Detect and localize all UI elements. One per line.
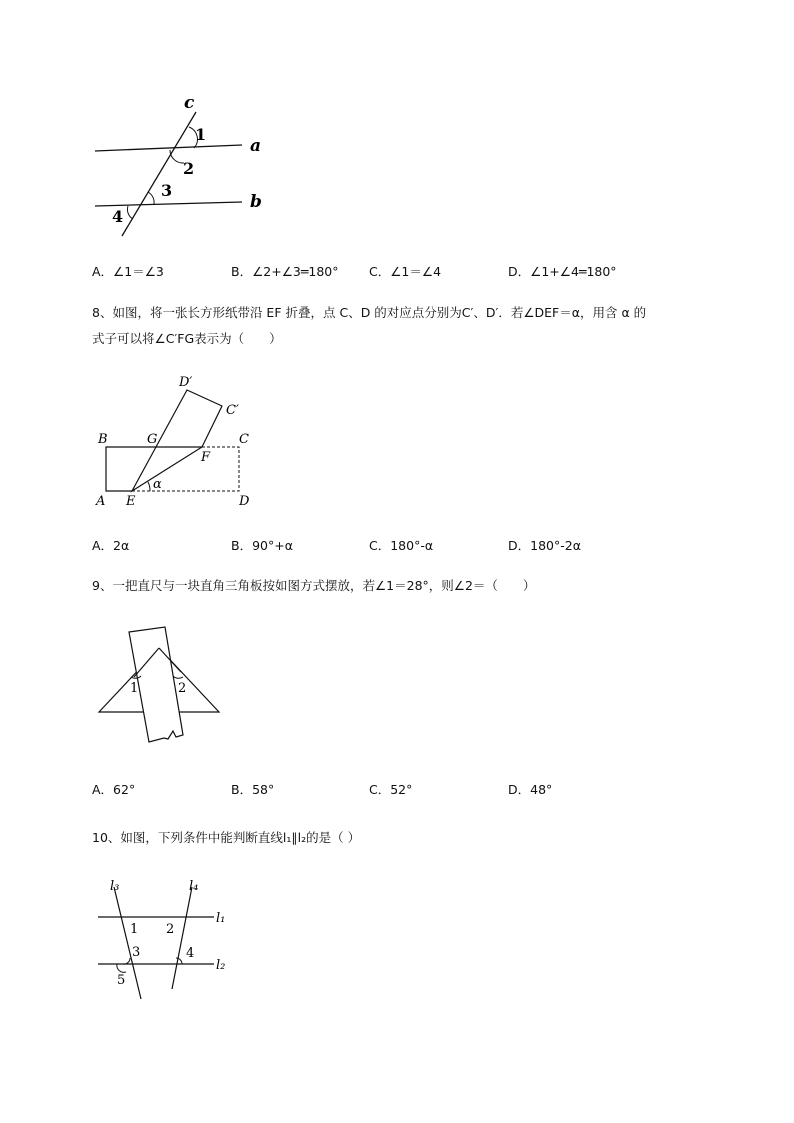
q8-option-c[interactable]: C．180°-α (369, 538, 434, 553)
rectangle-dashed (132, 447, 239, 491)
q9-option-d[interactable]: D．48° (508, 782, 553, 797)
q8-option-a[interactable]: A．2α (92, 538, 130, 553)
folded-part (132, 390, 222, 491)
label-D: D (239, 494, 250, 509)
label-c: c (184, 93, 195, 113)
label-a: a (250, 136, 262, 156)
q7-option-d[interactable]: D．∠1+∠4═180° (508, 264, 617, 279)
angle2-label: 2 (183, 159, 195, 178)
label-l2: l₂ (216, 958, 226, 973)
label-C-prime: C′ (226, 403, 239, 418)
angle3-arc (123, 958, 130, 964)
q7-figure (90, 92, 280, 244)
angle4-arc (127, 206, 133, 219)
angle3-arc (148, 192, 154, 204)
q9-option-c[interactable]: C．52° (369, 782, 413, 797)
label-G: G (147, 432, 158, 447)
q8-stem-line1: 8、如图，将一张长方形纸带沿 EF 折叠，点 C、D 的对应点分别为C′、D′．若∠DEF＝α，用含 α 的 (92, 305, 647, 320)
angle3-label: 3 (132, 945, 141, 960)
q10-figure (92, 872, 242, 1004)
angle4-label: 4 (186, 946, 195, 961)
q9-option-a[interactable]: A．62° (92, 782, 136, 797)
angle3-label: 3 (161, 181, 173, 200)
angle1-label: 1 (130, 922, 139, 937)
label-l3: l₃ (110, 879, 120, 894)
angle5-label: 5 (117, 973, 126, 988)
q8-option-b[interactable]: B．90°+α (231, 538, 293, 553)
q8-options (0, 536, 794, 554)
q7-option-a[interactable]: A．∠1＝∠3 (92, 264, 164, 279)
angle2-label: 2 (178, 681, 187, 696)
angle5-arc (117, 964, 126, 972)
label-l1: l₁ (216, 911, 226, 926)
line-b (95, 202, 242, 206)
angle4-label: 4 (112, 207, 124, 226)
angle2-label: 2 (166, 922, 175, 937)
q8-stem-line2: 式子可以将∠C′FG表示为（ ） (92, 331, 282, 346)
label-alpha: α (153, 477, 162, 492)
angle1-label: 1 (195, 125, 207, 144)
q10-stem: 10、如图，下列条件中能判断直线l₁∥l₂的是（ ） (92, 830, 361, 845)
q8-option-d[interactable]: D．180°-2α (508, 538, 581, 553)
q7-options (0, 262, 794, 280)
label-l4: l₄ (189, 879, 199, 894)
q7-option-b[interactable]: B．∠2+∠3═180° (231, 264, 339, 279)
q9-options (0, 780, 794, 798)
label-A: A (96, 494, 106, 509)
alpha-arc (148, 482, 150, 491)
q8-figure (92, 372, 262, 512)
angle1-label: 1 (130, 681, 139, 696)
label-D-prime: D′ (179, 375, 193, 390)
q9-figure (92, 624, 227, 749)
q9-option-b[interactable]: B．58° (231, 782, 275, 797)
label-b: b (250, 192, 262, 212)
label-E: E (126, 494, 136, 509)
label-C: C (239, 432, 249, 447)
q7-option-c[interactable]: C．∠1＝∠4 (369, 264, 442, 279)
label-B: B (98, 432, 108, 447)
line-a (95, 145, 242, 151)
line-l4 (172, 887, 195, 989)
angle2-arc (173, 676, 183, 678)
q9-stem: 9、一把直尺与一块直角三角板按如图方式摆放，若∠1＝28°，则∠2＝（ ） (92, 578, 536, 593)
label-F: F (201, 450, 211, 465)
